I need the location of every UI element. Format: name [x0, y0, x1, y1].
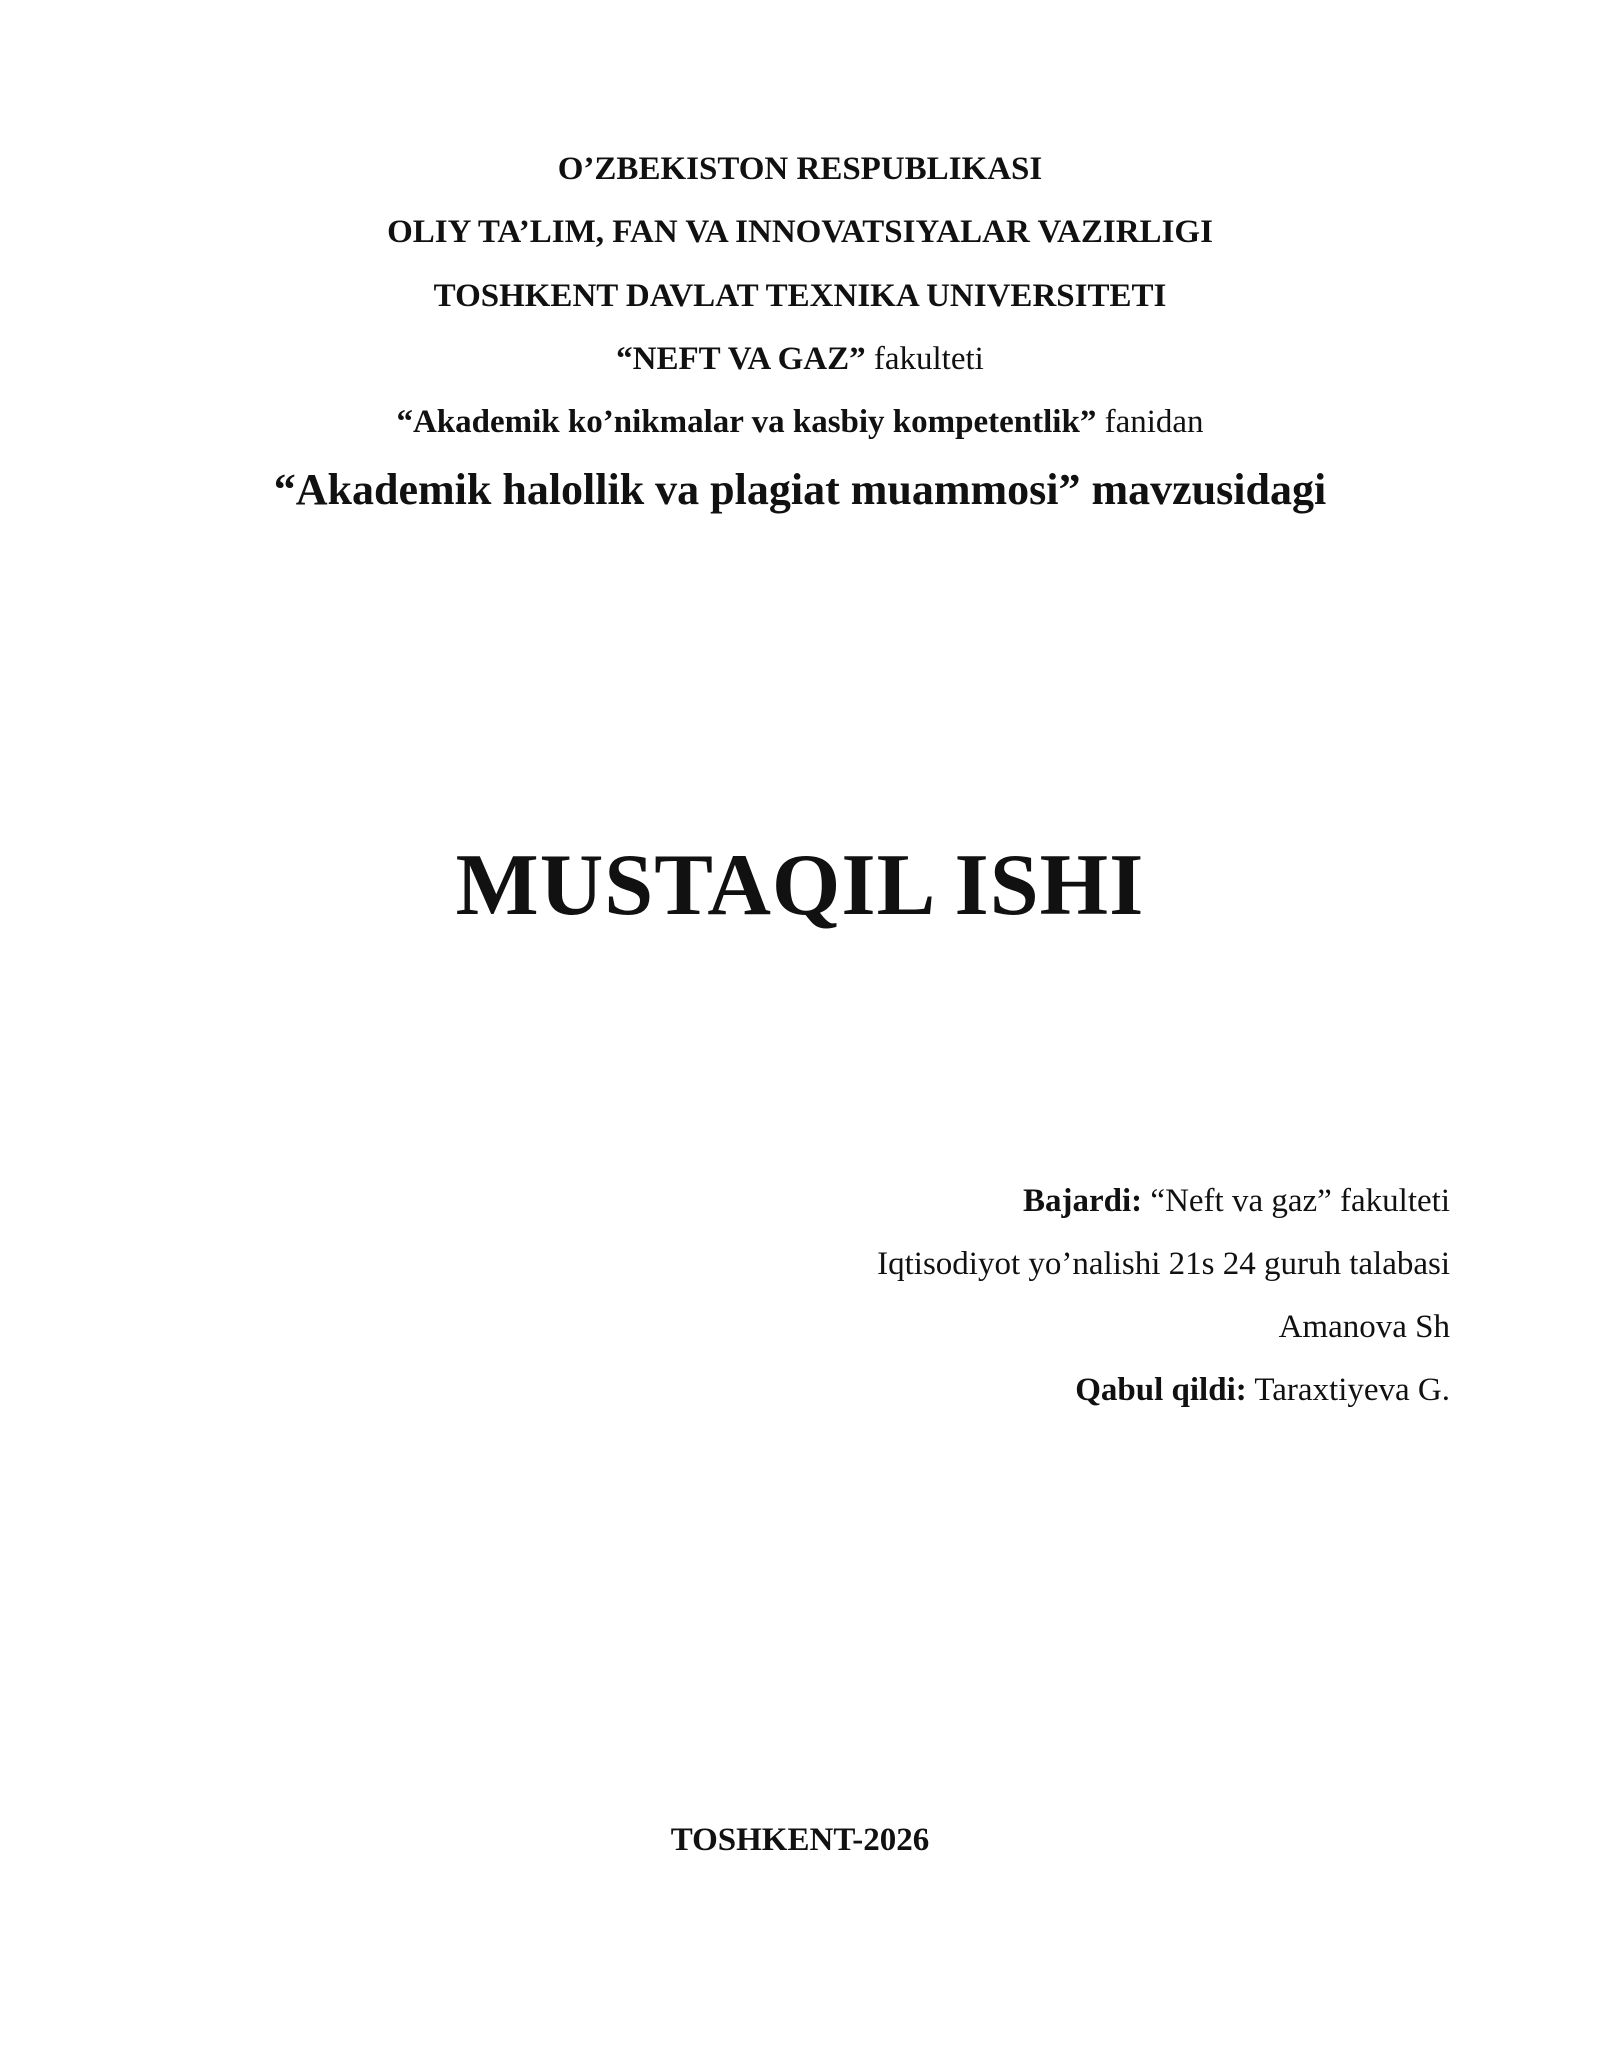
student-name: Amanova Sh [1278, 1309, 1450, 1345]
city-year: TOSHKENT-2026 [670, 1822, 930, 1858]
done-by-value: “Neft va gaz” fakulteti [1142, 1183, 1450, 1219]
faculty-heading [0, 343, 1600, 376]
subject-suffix: fanidan [1096, 404, 1204, 440]
document-title: MUSTAQIL ISHI [455, 837, 1145, 934]
accepted-by-line [1075, 1374, 1450, 1407]
ministry-heading: OLIY TA’LIM, FAN VA INNOVATSIYALAR VAZIRLIGI [387, 214, 1213, 250]
subject-name: “Akademik ko’nikmalar va kasbiy kompetentlik” [396, 404, 1097, 440]
accepted-by-value: Taraxtiyeva G. [1246, 1372, 1450, 1408]
topic-heading: “Akademik halollik va plagiat muammosi” mavzusidagi [273, 465, 1327, 514]
done-by-label: Bajardi: [1023, 1183, 1143, 1219]
faculty-suffix: fakulteti [865, 341, 984, 377]
faculty-name: “NEFT VA GAZ” [616, 341, 866, 377]
group-line: Iqtisodiyot yo’nalishi 21s 24 guruh talabasi [877, 1246, 1450, 1282]
subject-heading [0, 406, 1600, 439]
accepted-by-label: Qabul qildi: [1075, 1372, 1247, 1408]
university-heading: TOSHKENT DAVLAT TEXNIKA UNIVERSITETI [433, 278, 1167, 314]
country-heading: O’ZBEKISTON RESPUBLIKASI [557, 151, 1043, 187]
done-by-line [1023, 1185, 1450, 1218]
